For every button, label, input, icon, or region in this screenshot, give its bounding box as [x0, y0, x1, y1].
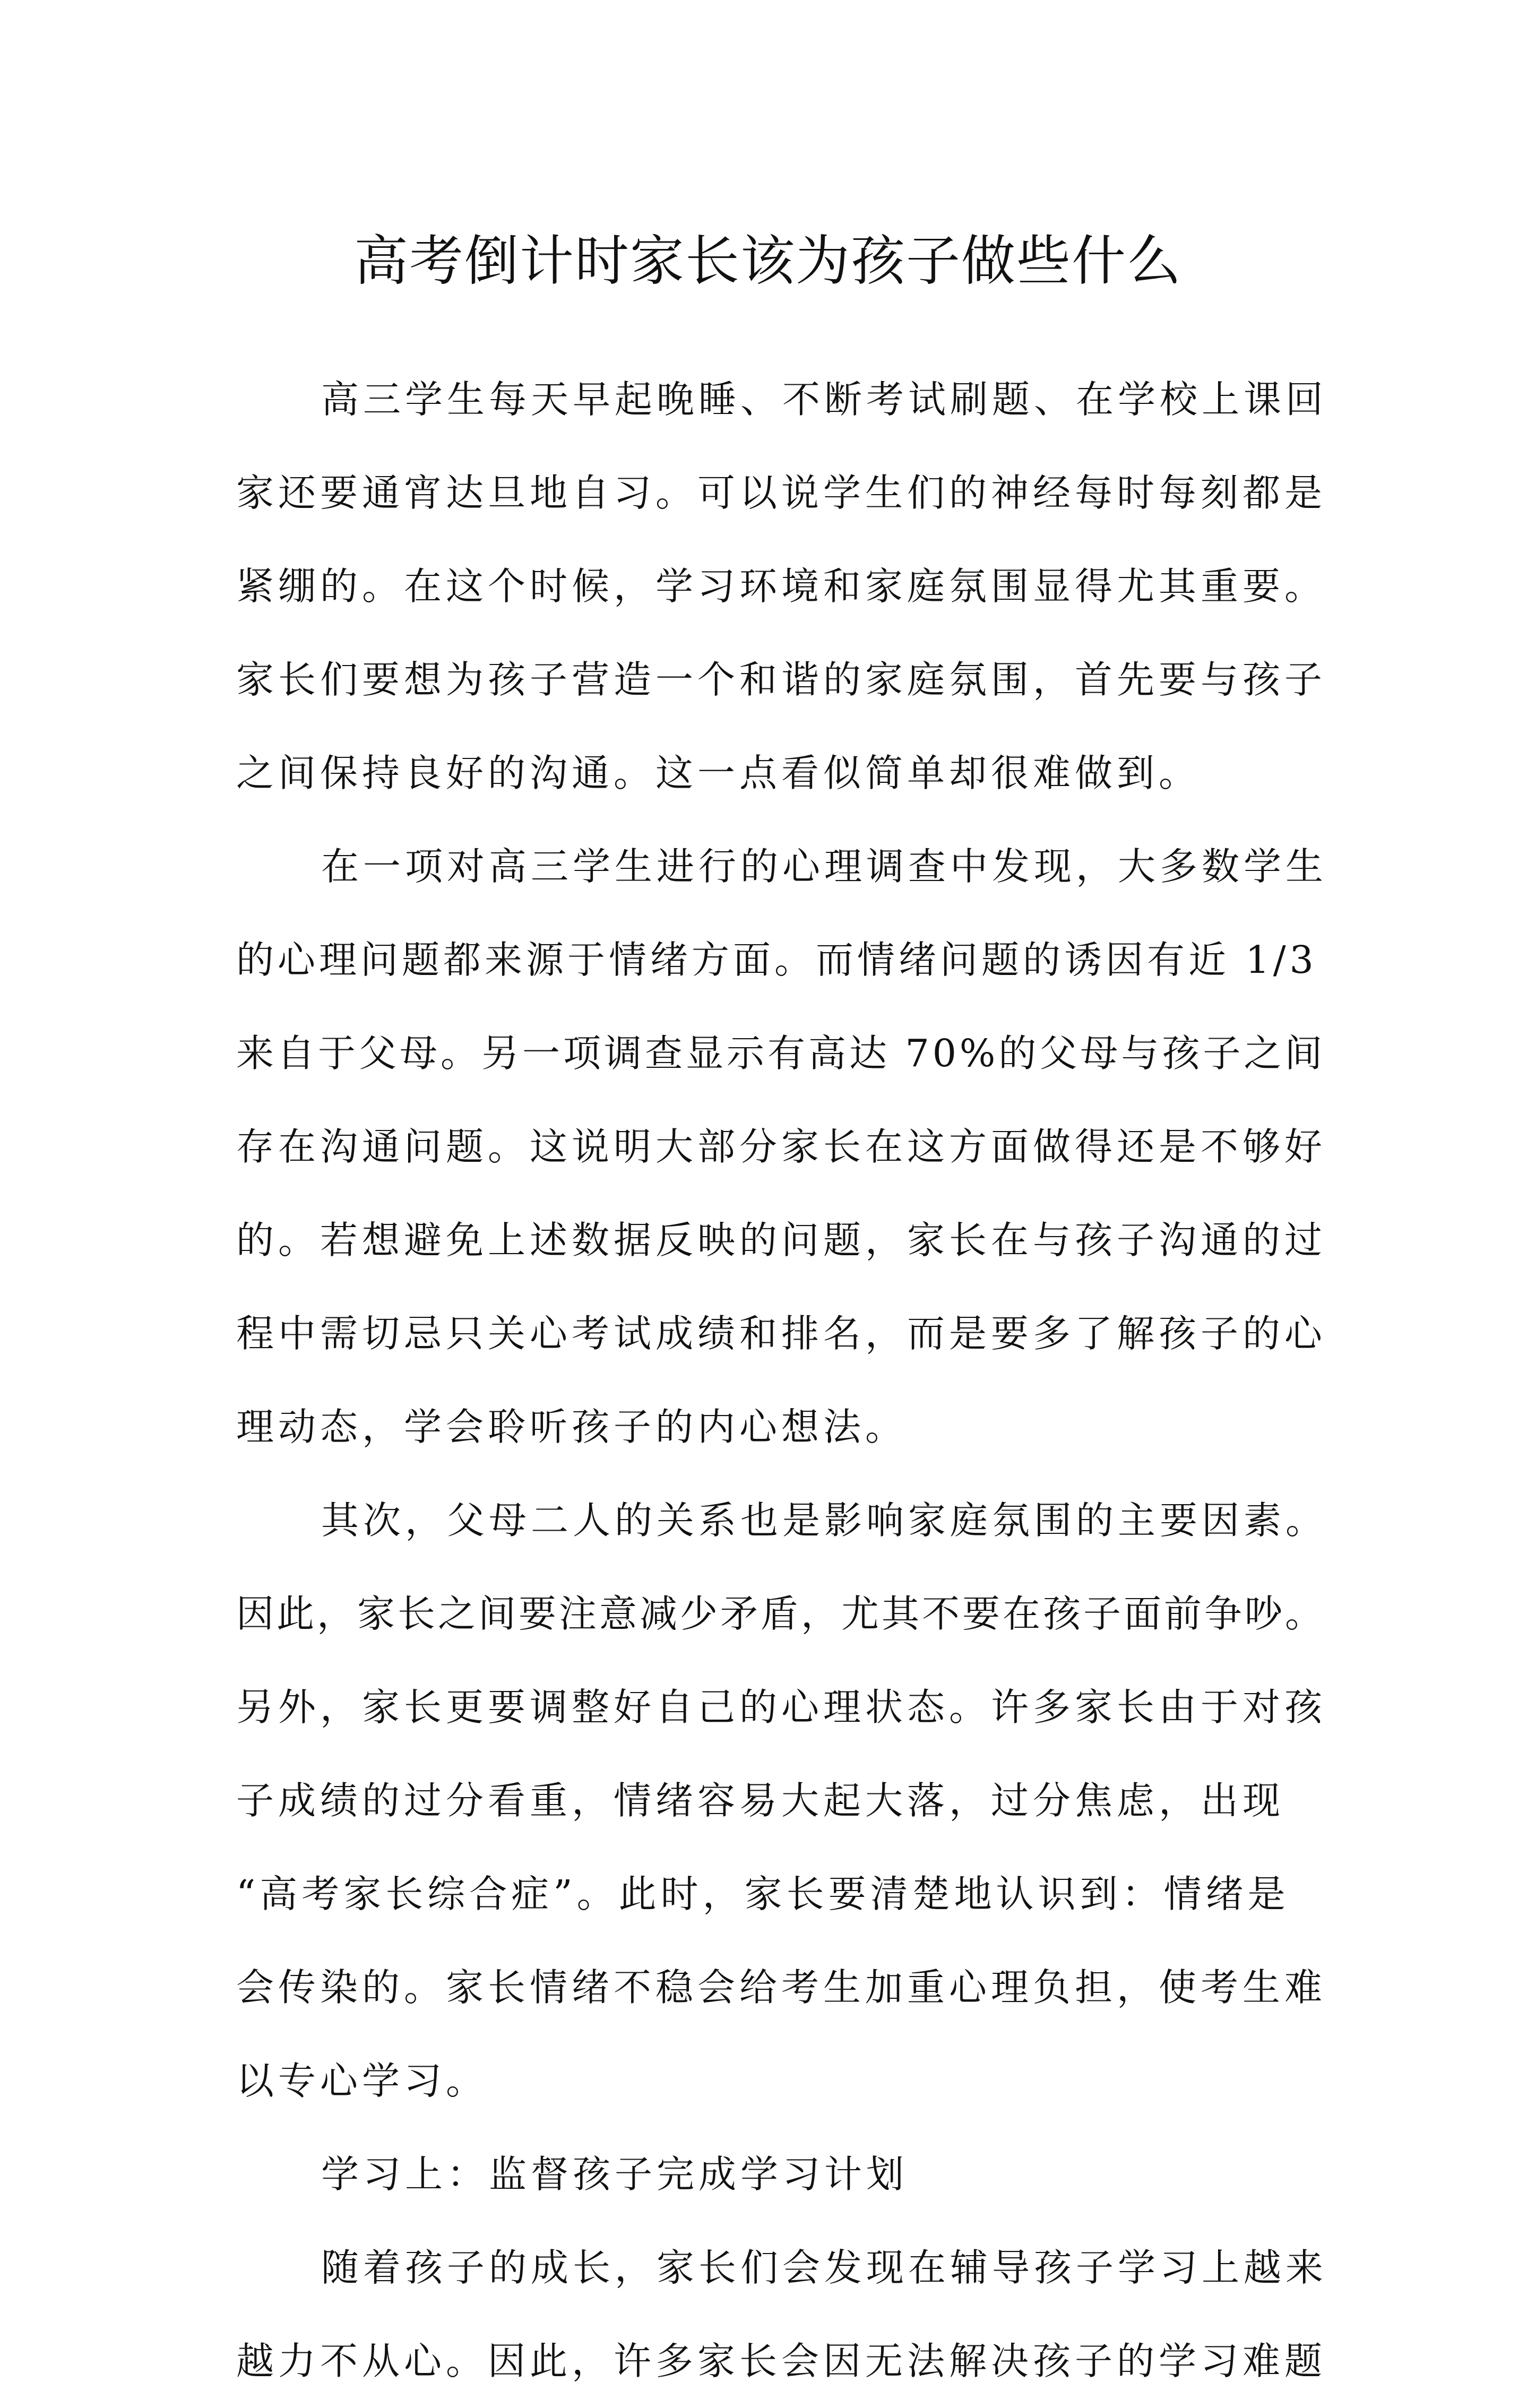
document-body: [236, 353, 1330, 2408]
text-line: 紧绷的。在这个时候，学习环境和家庭氛围显得尤其重要。: [236, 564, 1327, 608]
text-line: 家还要通宵达旦地自习。可以说学生们的神经每时每刻都是: [236, 471, 1327, 515]
text-line: 其次，父母二人的关系也是影响家庭氛围的主要因素。: [321, 1498, 1328, 1542]
text-line: 另外，家长更要调整好自己的心理状态。许多家长由于对孩: [236, 1685, 1327, 1729]
text-line: 随着孩子的成长，家长们会发现在辅导孩子学习上越来: [321, 2246, 1328, 2290]
text-line: 之间保持良好的沟通。这一点看似简单却很难做到。: [236, 751, 1201, 795]
text-line: 来自于父母。另一项调查显示有高达 70%的父母与孩子之间: [236, 1031, 1326, 1075]
text-line: 因此，家长之间要注意减少矛盾，尤其不要在孩子面前争吵。: [236, 1592, 1326, 1636]
text-line: 以专心学习。: [236, 2059, 488, 2103]
text-line: 越力不从心。因此，许多家长会因无法解决孩子的学习难题: [236, 2339, 1327, 2383]
text-line: 家长们要想为孩子营造一个和谐的家庭氛围，首先要与孩子: [236, 658, 1327, 702]
document-title: 高考倒计时家长该为孩子做些什么: [354, 230, 1182, 294]
text-line: 在一项对高三学生进行的心理调查中发现，大多数学生: [321, 844, 1328, 888]
text-line: 的心理问题都来源于情绪方面。而情绪问题的诱因有近 1/3: [236, 938, 1317, 982]
text-line: 会传染的。家长情绪不稳会给考生加重心理负担，使考生难: [236, 1965, 1327, 2009]
text-line: 子成绩的过分看重，情绪容易大起大落，过分焦虑，出现: [236, 1779, 1285, 1823]
text-line: 存在沟通问题。这说明大部分家长在这方面做得还是不够好: [236, 1125, 1327, 1169]
text-line: 理动态，学会聆听孩子的内心想法。: [236, 1405, 908, 1449]
text-line: 的。若想避免上述数据反映的问题，家长在与孩子沟通的过: [236, 1218, 1327, 1262]
text-line: 高三学生每天早起晚睡、不断考试刷题、在学校上课回: [321, 377, 1328, 421]
text-line: 学习上：监督孩子完成学习计划: [321, 2152, 909, 2196]
text-line: 程中需切忌只关心考试成绩和排名，而是要多了解孩子的心: [236, 1311, 1327, 1356]
text-line: “高考家长综合症”。此时，家长要清楚地认识到：情绪是: [236, 1872, 1290, 1916]
